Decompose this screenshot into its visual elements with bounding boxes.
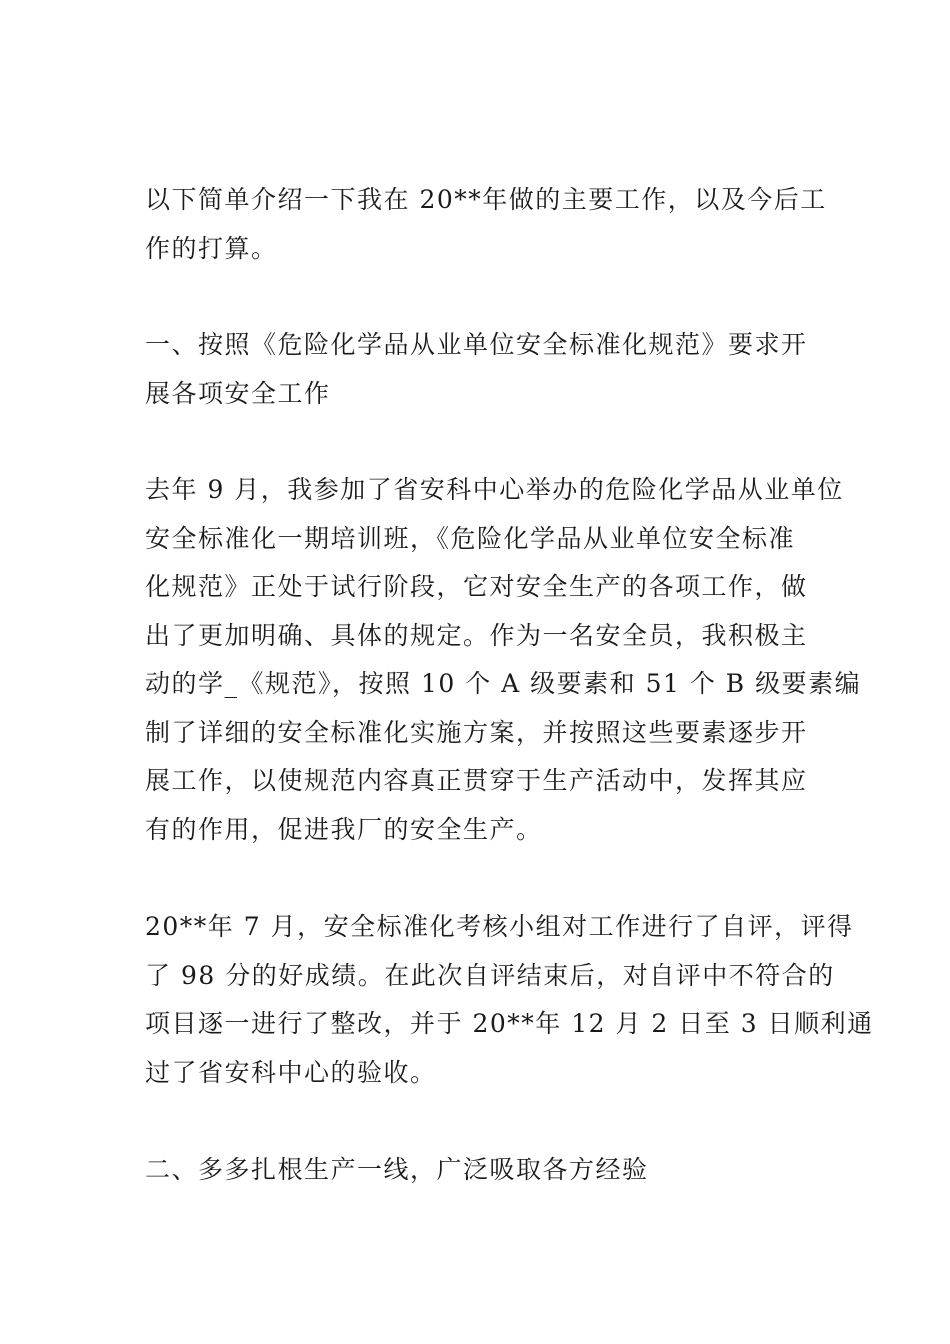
text-line: 安全标准化一期培训班，《危险化学品从业单位安全标准: [145, 523, 796, 553]
text-line: 过了省安科中心的验收。: [145, 1057, 437, 1087]
paragraph-spacer: [145, 1097, 815, 1146]
document-body: [145, 176, 874, 1195]
section-heading-2: [145, 1146, 815, 1195]
text-line: 展工作，以使规范内容真正贯穿于生产活动中，发挥其应: [145, 766, 808, 795]
text-line: 二、多多扎根生产一线，广泛吸取各方经验: [145, 1155, 649, 1184]
text-line: 出了更加明确、具体的规定。作为一名安全员，我积极主: [145, 620, 808, 650]
text-line: 制了详细的安全标准化实施方案，并按照这些要素逐步开: [145, 717, 808, 747]
text-line: 去年 9 月，我参加了省安科中心举办的危险化学品从业单位: [145, 475, 844, 504]
intro-paragraph: [145, 176, 827, 273]
text-line: 有的作用，促进我厂的安全生产。: [145, 814, 543, 844]
text-line: 以下简单介绍一下我在 20**年做的主要工作，以及今后工: [145, 185, 827, 214]
paragraph-spacer: [145, 273, 815, 321]
text-line: 作的打算。: [145, 233, 278, 263]
body-paragraph-1: [145, 466, 862, 854]
paragraph-spacer: [145, 418, 815, 466]
text-line: 一、按照《危险化学品从业单位安全标准化规范》要求开: [145, 330, 808, 359]
section-heading-1: [145, 321, 815, 418]
text-line: 化规范》正处于试行阶段，它对安全生产的各项工作，做: [145, 572, 808, 601]
paragraph-spacer: [145, 854, 815, 903]
text-line: 动的学_《规范》，按照 10 个 A 级要素和 51 个 B 级要素编: [145, 669, 862, 698]
body-paragraph-2: [145, 903, 874, 1097]
text-line: 展各项安全工作: [145, 378, 331, 408]
text-line: 项目逐一进行了整改，并于 20**年 12 月 2 日至 3 日顺利通: [145, 1009, 874, 1038]
text-line: 了 98 分的好成绩。在此次自评结束后，对自评中不符合的: [145, 960, 835, 990]
text-line: 20**年 7 月，安全标准化考核小组对工作进行了自评，评得: [145, 912, 854, 941]
